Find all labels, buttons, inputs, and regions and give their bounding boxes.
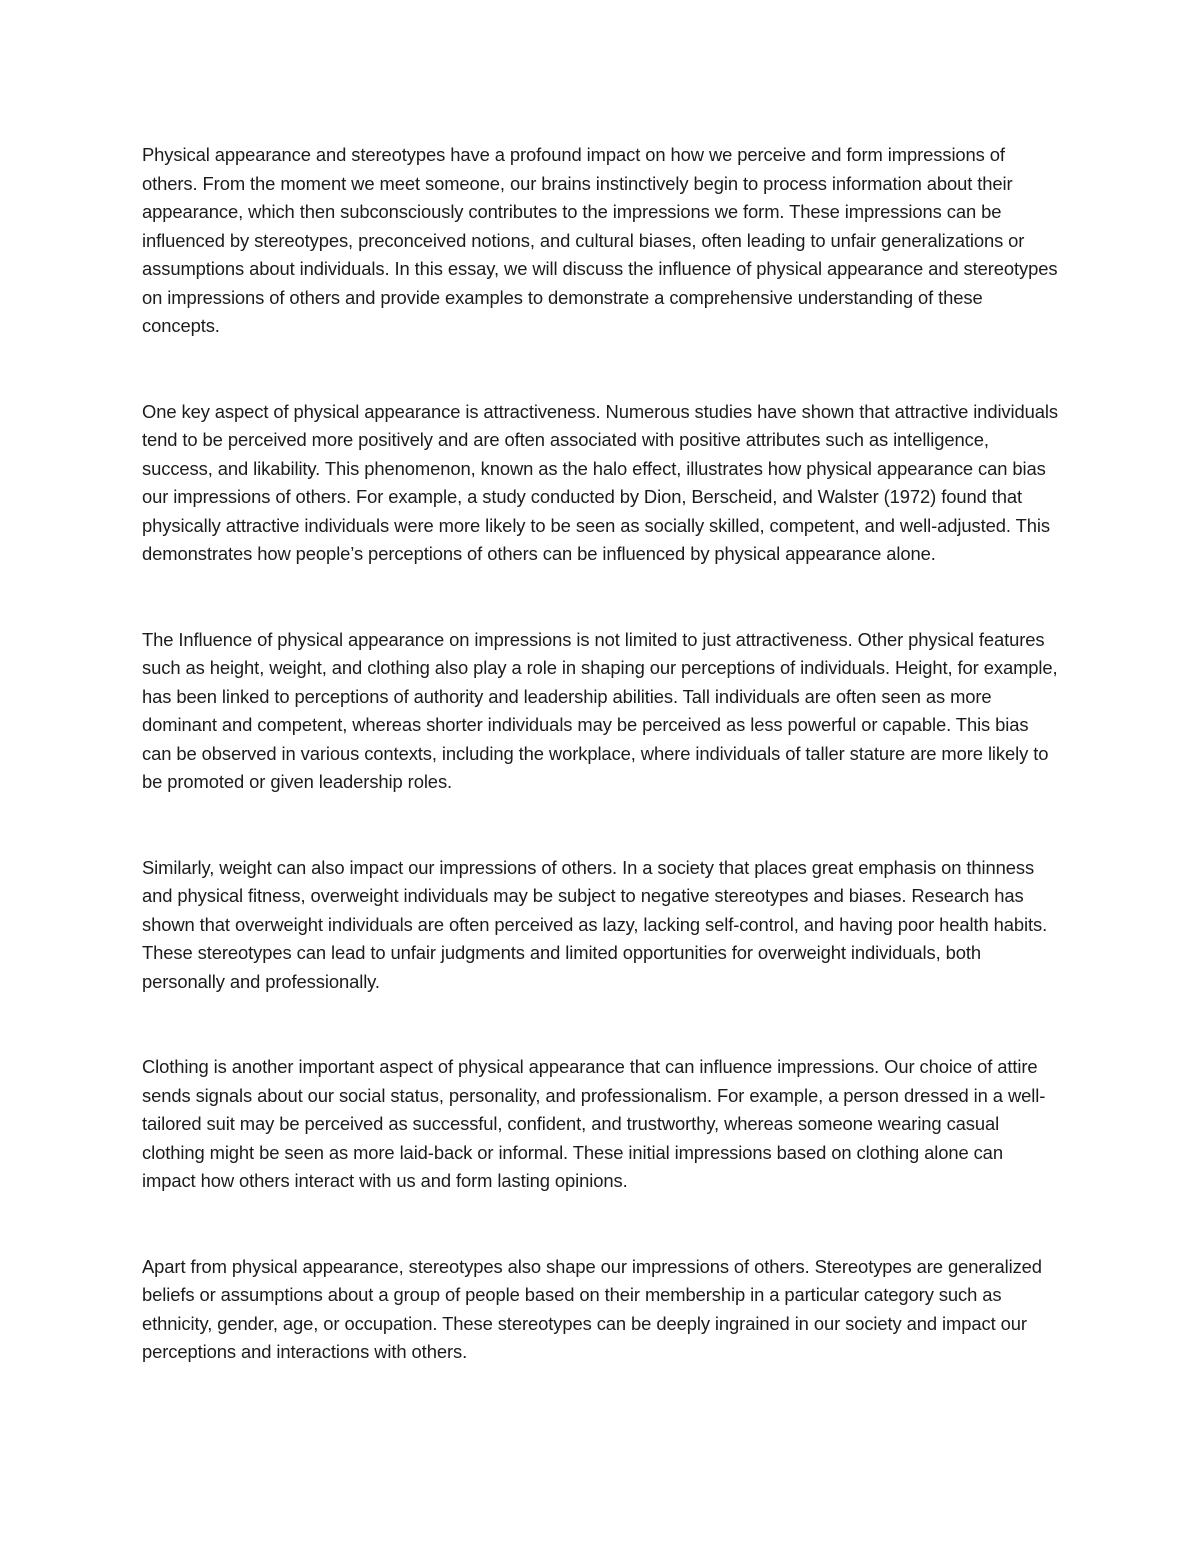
paragraph-4: Similarly, weight can also impact our impressions of others. In a society that places great emphasis on thinness and physical fitness, overweight individuals may be subject to negative stereotypes and biases. Research has shown that overweight individuals are often perceived as lazy, lacking self-control, and having poor health habits. These stereotypes can lead to unfair judgments and limited opportunities for overweight individuals, both personally and professionally.: [142, 856, 1048, 992]
paragraph-6: Apart from physical appearance, stereotypes also shape our impressions of others. Stereotypes are generalized beliefs or assumptions about a group of people based on their membership in a particular category such as ethnicity, gender, age, or occupation. These stereotypes can be deeply ingrained in our society and impact our perceptions and interactions with others.: [142, 1255, 1042, 1362]
paragraph-1: Physical appearance and stereotypes have a profound impact on how we perceive and form impressions of others. From the moment we meet someone, our brains instinctively begin to process information about their appearance, which then subconsciously contributes to the impressions we form. These impressions can be influenced by stereotypes, preconceived notions, and cultural biases, often leading to unfair generalizations or assumptions about individuals. In this essay, we will discuss the influence of physical appearance and stereotypes on impressions of others and provide examples to demonstrate a comprehensive understanding of these concepts.: [142, 144, 1058, 336]
paragraph-3: The Influence of physical appearance on impressions is not limited to just attractiveness. Other physical features such as height, weight, and clothing also play a role in shaping our perceptions of individuals. Height, for example, has been linked to perceptions of authority and leadership abilities. Tall individuals are often seen as more dominant and competent, whereas shorter individuals may be perceived as less powerful or capable. This bias can be observed in various contexts, including the workplace, where individuals of taller stature are more likely to be promoted or given leadership roles.: [142, 628, 1058, 792]
essay-body: [142, 141, 1058, 1367]
paragraph-2: One key aspect of physical appearance is attractiveness. Numerous studies have shown that attractive individuals tend to be perceived more positively and are often associated with positive attributes such as intelligence, success, and likability. This phenomenon, known as the halo effect, illustrates how physical appearance can bias our impressions of others. For example, a study conducted by Dion, Berscheid, and Walster (1972) found that physically attractive individuals were more likely to be seen as socially skilled, competent, and well-adjusted. This demonstrates how people’s perceptions of others can be influenced by physical appearance alone.: [142, 400, 1058, 564]
paragraph-5: Clothing is another important aspect of physical appearance that can influence impressions. Our choice of attire sends signals about our social status, personality, and professionalism. For example, a person dressed in a well-tailored suit may be perceived as successful, confident, and trustworthy, whereas someone wearing casual clothing might be seen as more laid-back or informal. These initial impressions based on clothing alone can impact how others interact with us and form lasting opinions.: [142, 1056, 1046, 1191]
